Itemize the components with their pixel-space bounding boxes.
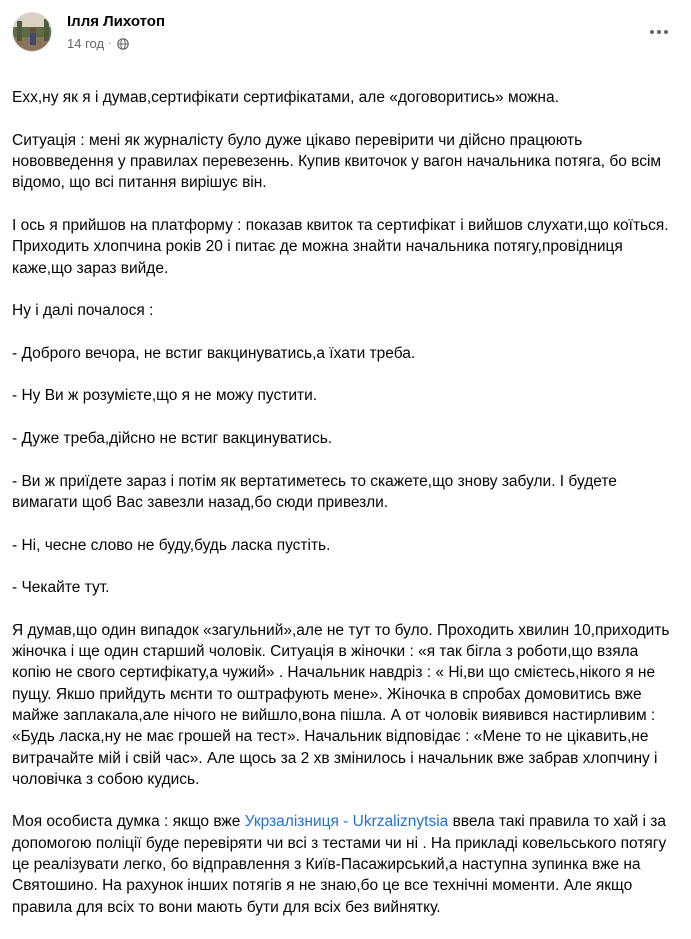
post-meta	[67, 36, 129, 51]
avatar-photo	[13, 13, 52, 52]
post-paragraph: І ось я прийшов на платформу : показав квиток та сертифікат і вийшов слухати,що коїться. Приходить хлопчина років 20 і питає де можна знайти начальника потягу,провідниця каже,що зараз вийде.	[12, 217, 669, 277]
post-paragraph: - Доброго вечора, не встиг вакцинуватись,а їхати треба.	[12, 344, 416, 362]
post-time[interactable]: 14 год	[67, 36, 105, 51]
post-paragraph: - Ні, чесне слово не буду,будь ласка пустіть.	[12, 536, 331, 554]
post-paragraph: - Ви ж приїдете зараз і потім як вертатиметесь то скажете,що знову забули. І будете вимагати щоб Вас завезли назад,бо сюди привезли.	[12, 472, 617, 511]
post-paragraph: - Ну Ви ж розумієте,що я не можу пустити.	[12, 387, 318, 405]
globe-icon	[117, 38, 129, 50]
page-mention-link[interactable]: Укрзалізниця - Ukrzaliznytsia	[244, 813, 449, 831]
author-name[interactable]: Ілля Лихотоп	[67, 13, 166, 30]
post-paragraph: - Дуже треба,дійсно не встиг вакцинуватись.	[12, 430, 333, 448]
final-text-before: Моя особиста думка : якщо вже	[12, 813, 245, 831]
meta-separator: ·	[108, 38, 112, 49]
more-options-icon[interactable]	[641, 22, 677, 42]
post-text	[12, 66, 680, 939]
post-paragraph: Я думав,що один випадок «загульний»,але не тут то було. Проходить хвилин 10,приходить жіночка і ще один старший чоловік. Ситуація в жіночки : «я так бігла з роботи,що взяла копію не свого сертифікату,а чужий» . Начальник навдріз : « Ні,ви що смієтесь,нікого я не пущу. Якшо прийдуть мєнти то оштрафують мене». Жіночка в спробах домовитись вже майже заплакала,але нічого не вийшло,вона пішла. А от чоловік виявився настирливим : «Будь ласка,ну не має грошей на тест». Начальник відповідає : «Мене то не цікавить,не витрачайте мій і свій час». Але щось за 2 хв змінилось і начальник вже забрав хлопчину і чоловічка з собою кудись.	[12, 621, 670, 788]
post-paragraph: Ситуація : мені як журналісту було дуже цікаво перевірити чи дійсно працюють нововведення у правилах перевезенњ. Купив квиточок у вагон начальника потяга, бо всім відомо, що всі питання вирішує він.	[12, 131, 662, 192]
post-paragraph-final	[12, 811, 680, 917]
post-paragraph: - Чекайте тут.	[12, 579, 110, 597]
final-text-after: ввела такі правила то хай і за допомогою поліції буде перевіряти чи всі з тестами чи ні . На прикладі ковельського потягу це реалізувати легко, бо відправлення з Київ-Пасажирський,а наступна зупинка вже на Святошино. На рахунок інших потягів я не знаю,бо це все технічні моменти. Але якщо правила для всіх то вони мають бути для всіх без вийнятку.	[12, 813, 667, 916]
post-paragraph: Ехх,ну як я і думав,сертифікати сертифікатами, але «договоритись» можна.	[12, 89, 559, 107]
post-paragraph: Ну і далі почалося :	[12, 302, 154, 320]
author-avatar[interactable]	[12, 12, 52, 52]
